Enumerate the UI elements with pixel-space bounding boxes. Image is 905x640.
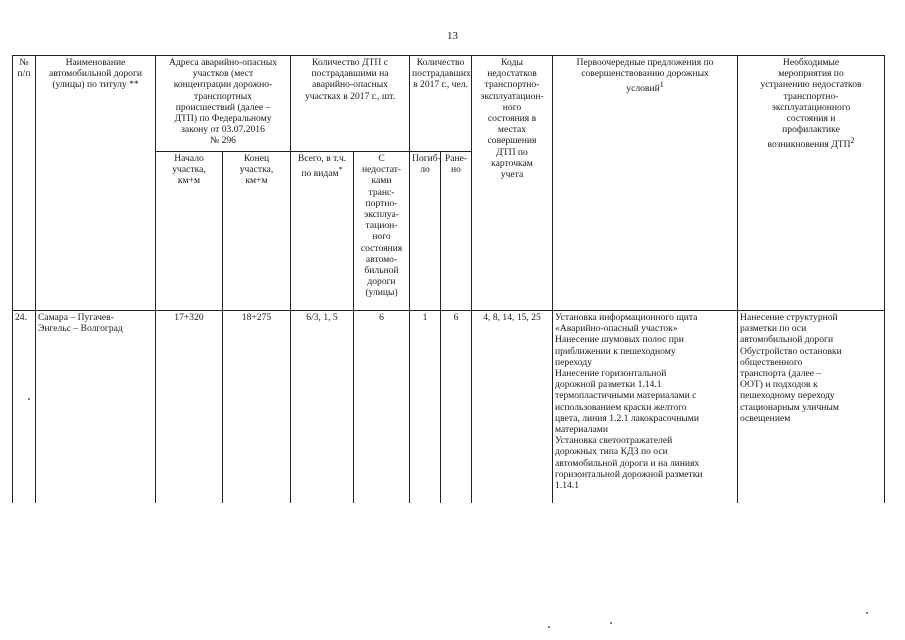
text-line: общественного	[740, 356, 803, 368]
text-line: транспортно-	[783, 90, 839, 102]
text-line: автомо-	[365, 253, 398, 265]
text-line: в 2017 г., чел.	[413, 79, 468, 91]
header-killed	[410, 152, 441, 311]
text-line: устранению недостатков	[760, 79, 862, 91]
row-defect-codes: 4, 8, 14, 15, 25	[472, 311, 553, 504]
header-total-by-type: Всего, в т.ч. по видам*	[291, 152, 354, 311]
text-line: разметки по оси	[740, 323, 807, 335]
text-line: цвета, линия 1.2.1 лакокрасочными	[555, 412, 699, 424]
text-line: дорожной разметки 1.14.1	[555, 379, 662, 391]
text-line: км+м	[245, 175, 268, 187]
text-line: материалами	[555, 424, 609, 436]
header-measures: Необходимые мероприятия по устранению недостатков транспортно- эксплуатационного состояния и профилактике возникновения ДТП$^2$	[738, 56, 885, 311]
scan-speck	[866, 612, 868, 614]
text-line: автомобильной дороги	[740, 334, 834, 346]
text-line: км+м	[177, 175, 201, 187]
scan-speck	[548, 626, 550, 628]
text-line: Адреса аварийно-опасных	[168, 57, 278, 68]
text-line: Погиб-	[412, 153, 441, 164]
row-section-end: 18+275	[223, 311, 291, 504]
row-with-defects: 6	[354, 311, 410, 504]
row-total-by-type: 6/3, 1, 5	[291, 311, 354, 504]
text-line: эксплуа-	[364, 209, 399, 221]
text-line: ДТП) по Федеральному	[174, 113, 272, 125]
text-line: тацион-	[365, 220, 398, 232]
text-line: Нанесение структурной	[740, 312, 838, 323]
text-line: участка,	[172, 164, 206, 176]
text-line: «Аварийно-опасный участок»	[555, 323, 678, 335]
text-line: транспортно-	[484, 79, 540, 91]
text-line: Количество ДТП с	[312, 57, 388, 68]
text-line: ного	[372, 231, 391, 243]
text-line: автомобильной дороги и на линиях	[555, 457, 700, 469]
text-line: Энгельс – Волгоград	[38, 323, 123, 335]
text-line: ло	[420, 164, 430, 176]
text-line: портно-	[365, 197, 398, 209]
text-line: совершенствованию дорожных	[581, 68, 709, 80]
header-proposals: Первоочередные предложения по совершенствованию дорожных условий$^1$	[553, 56, 738, 311]
text-line: переходу	[555, 356, 592, 368]
text-line: но	[451, 164, 461, 176]
text-line: участка,	[239, 164, 274, 176]
text-line: концентрации дорожно-	[173, 79, 273, 91]
header-victims	[410, 56, 472, 152]
row-road-name	[36, 311, 156, 504]
header-section-start	[156, 152, 223, 311]
header-dtp-count	[291, 56, 410, 152]
text-line: Установка светоотражателей	[555, 435, 673, 447]
text-line: транс-	[368, 186, 395, 198]
text-line: карточкам	[491, 157, 533, 169]
text-line: дорожных типа КДЗ по оси	[555, 446, 668, 458]
text-line: совершения	[487, 135, 537, 147]
text-line: пострадавшими на	[311, 68, 389, 80]
row-injured: 6	[441, 311, 472, 504]
text-line: приближении к пешеходному	[555, 345, 676, 357]
text-line: Нанесение горизонтальной	[555, 368, 667, 380]
text-line: №	[19, 57, 29, 68]
text-line: дороги	[367, 276, 396, 288]
scan-speck	[610, 622, 612, 624]
table-row	[13, 311, 885, 504]
text-line: пешеходному переходу	[740, 390, 835, 402]
header-with-defects	[354, 152, 410, 311]
row-killed: 1	[410, 311, 441, 504]
text-line: (улицы)	[365, 287, 398, 299]
text-line: автомобильной дороги	[48, 68, 143, 80]
text-line: горизонтальной дорожной разметки	[555, 468, 703, 480]
text-line: Начало	[174, 153, 204, 164]
text-line: ООТ) и подходов к	[740, 379, 818, 391]
text-line: профилактике	[782, 124, 840, 136]
text-line: Наименование	[65, 57, 126, 68]
accident-sites-table	[12, 55, 885, 503]
row-measures	[738, 311, 885, 504]
text-line: 1.14.1	[555, 480, 579, 492]
header-injured	[441, 152, 472, 311]
text-line: состояния в	[487, 113, 537, 125]
text-line: учета	[500, 169, 524, 181]
text-line: ДТП по	[496, 146, 528, 158]
text-line: состояния	[360, 242, 403, 254]
text-line: Самара – Пугачев-	[38, 312, 114, 323]
text-line: ками	[371, 175, 392, 187]
text-line: мероприятия по	[778, 68, 844, 80]
header-address	[156, 56, 291, 152]
text-line: Конец	[243, 153, 270, 164]
header-defect-codes	[472, 56, 553, 311]
text-line: № 296	[210, 135, 236, 147]
text-line: бильной	[364, 265, 399, 277]
text-line: Коды	[501, 57, 523, 68]
text-line: транспорта (далее –	[740, 368, 822, 380]
text-line: Обустройство остановки	[740, 345, 842, 357]
row-proposals	[553, 311, 738, 504]
text-line: Ране-	[444, 153, 468, 164]
text-line: п/п	[17, 68, 31, 80]
text-line: участков (мест	[192, 68, 254, 80]
text-line: участках в 2017 г., шт.	[304, 90, 396, 102]
row-section-start: 17+320	[156, 311, 223, 504]
text-line: Необходимые	[782, 57, 840, 68]
text-line: недостат-	[361, 164, 402, 176]
text-line: ного	[502, 101, 522, 113]
text-line: термопластичными материалами с	[555, 390, 697, 402]
text-line: аварийно-опасных	[312, 79, 388, 91]
header-number	[13, 56, 36, 311]
text-line: Количество	[416, 57, 465, 68]
scan-speck	[28, 398, 30, 400]
text-line: С	[378, 153, 385, 164]
text-line: эксплуатацион-	[480, 90, 544, 102]
text-line: эксплуатационного	[771, 101, 851, 113]
header-road-name	[36, 56, 156, 311]
text-line: (улицы) по титулу **	[52, 79, 139, 91]
row-number: 24.	[13, 311, 36, 504]
text-line: Установка информационного щита	[555, 312, 698, 323]
text-line: освещением	[740, 412, 791, 424]
text-line: Нанесение шумовых полос при	[555, 334, 684, 346]
text-line: местах	[497, 124, 527, 136]
page-number: 13	[447, 30, 458, 42]
text-line: закону от 03.07.2016	[181, 124, 265, 136]
text-line: транспортных	[194, 90, 252, 102]
header-section-end	[223, 152, 291, 311]
text-line: недостатков	[487, 68, 537, 80]
text-line: состояния и	[786, 113, 836, 125]
text-line: пострадавших	[412, 68, 471, 80]
text-line: Первоочередные предложения по	[576, 57, 714, 68]
text-line: использованием краски желтого	[555, 401, 687, 413]
text-line: происшествий (далее –	[175, 101, 271, 113]
text-line: стационарным уличным	[740, 401, 839, 413]
